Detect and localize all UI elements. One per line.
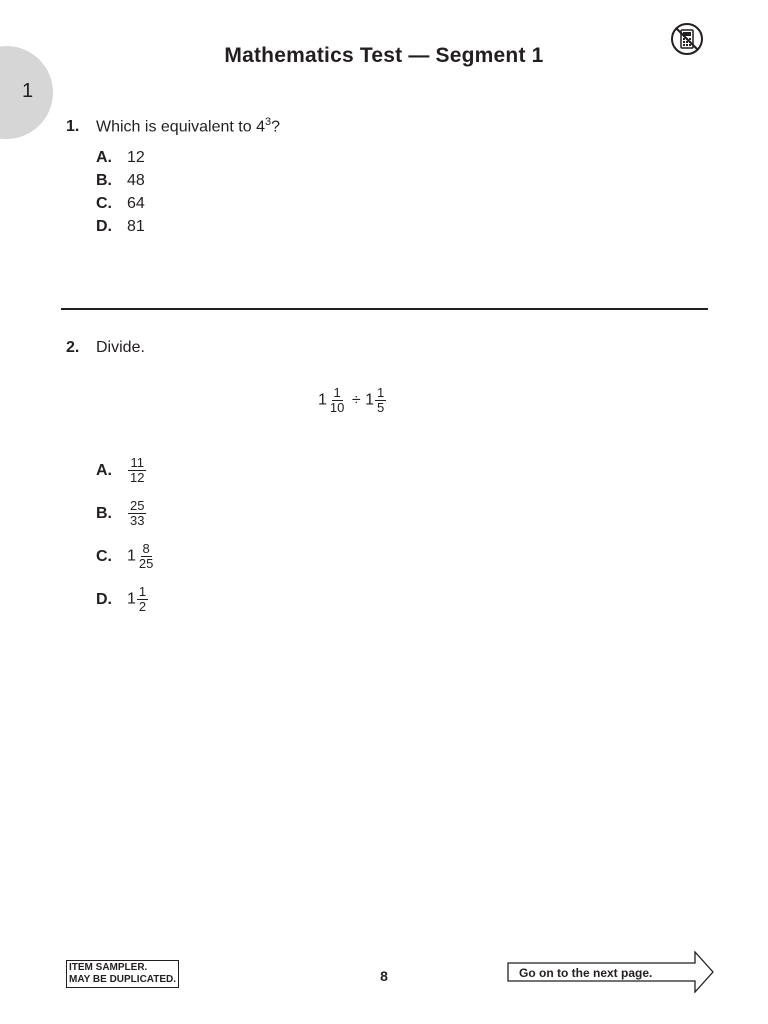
choice-value: 64: [127, 195, 145, 212]
right-whole: 1: [365, 391, 374, 409]
question-2: [66, 339, 145, 357]
exponent: 3: [265, 116, 272, 128]
question-text: Which is equivalent to: [96, 118, 252, 136]
left-fraction: [328, 386, 346, 415]
denominator: 5: [376, 400, 385, 415]
numerator: 11: [130, 455, 144, 470]
segment-number: 1: [22, 80, 34, 102]
page-number: 8: [380, 968, 388, 984]
numerator: 1: [138, 584, 147, 599]
choice-label: C.: [96, 547, 112, 565]
choice-b[interactable]: [96, 499, 147, 528]
sampler-line-2: MAY BE DUPLICATED.: [69, 974, 177, 985]
choice-fraction: [128, 456, 146, 485]
choice-value: 48: [127, 172, 145, 189]
question-1: [66, 116, 280, 136]
page-title: Mathematics Test — Segment 1: [224, 44, 544, 67]
choice-value: 81: [127, 218, 145, 235]
left-whole: 1: [318, 391, 327, 409]
choice-label: B.: [96, 504, 112, 522]
question-suffix: ?: [271, 118, 281, 136]
denominator: 12: [130, 470, 145, 485]
choice-label: A.: [96, 149, 112, 166]
denominator: 10: [329, 400, 345, 415]
no-calculator-icon: [670, 22, 704, 56]
choice-label: C.: [96, 195, 112, 212]
sampler-line-1: ITEM SAMPLER.: [69, 962, 148, 973]
choice-label: D.: [96, 590, 112, 608]
numerator: 1: [376, 385, 385, 400]
denominator: 2: [138, 599, 147, 614]
operator: ÷: [351, 391, 361, 409]
numerator: 25: [130, 498, 145, 513]
choice-whole: 1: [127, 547, 136, 565]
question-number: 1.: [66, 118, 80, 136]
denominator: 25: [138, 556, 154, 571]
choice-fraction: [137, 542, 155, 571]
choice-c[interactable]: [96, 542, 156, 571]
choice-c[interactable]: [96, 195, 145, 218]
choice-fraction: [137, 585, 148, 614]
choice-d[interactable]: [96, 585, 149, 614]
choice-label: A.: [96, 461, 112, 479]
denominator: 33: [130, 513, 145, 528]
choice-fraction: [128, 499, 146, 528]
numerator: 1: [333, 385, 341, 400]
choice-label: B.: [96, 172, 112, 189]
question-text: Divide.: [96, 339, 145, 356]
exponent-base: 4: [256, 118, 265, 136]
choice-a[interactable]: [96, 149, 145, 172]
choice-whole: 1: [127, 590, 136, 608]
choice-d[interactable]: [96, 218, 145, 241]
next-page-label: Go on to the next page.: [519, 966, 653, 980]
division-expression: [318, 386, 387, 415]
right-fraction: [375, 386, 386, 415]
choice-label: D.: [96, 218, 112, 235]
divider: [61, 308, 708, 310]
choice-value: 12: [127, 149, 145, 166]
question-number: 2.: [66, 339, 80, 356]
choice-a[interactable]: [96, 456, 147, 485]
choice-b[interactable]: [96, 172, 145, 195]
question-1-choices: [96, 149, 145, 241]
numerator: 8: [142, 541, 150, 556]
